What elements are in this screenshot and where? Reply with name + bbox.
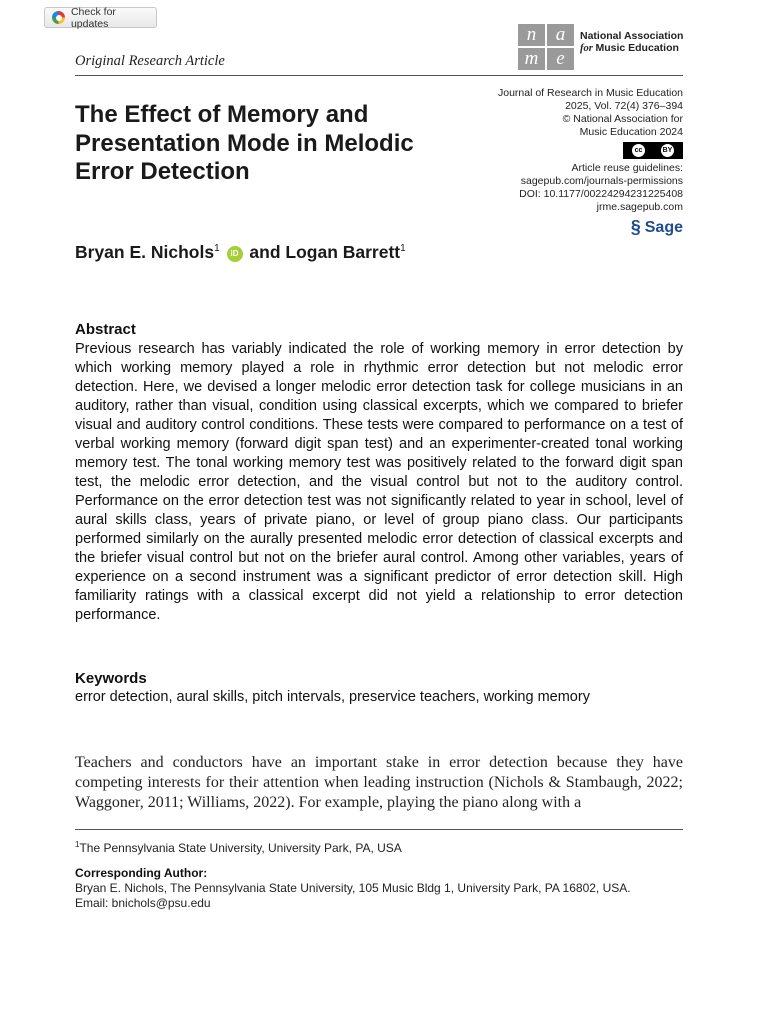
author-affiliation: 1 [400, 243, 406, 255]
keywords-text: error detection, aural skills, pitch intervals, preservice teachers, working memory [75, 689, 590, 705]
intro-paragraph: Teachers and conductors have an important stake in error detection because they have competing interests for their attention when leading instruction (Nichols & Stambaugh, 2022; Waggoner, 2011; Williams, 2022). For example, playing the piano along with a [75, 754, 683, 811]
affiliation-text: The Pennsylvania State University, University Park, PA, USA [79, 841, 402, 855]
author-name: Logan Barrett [285, 242, 401, 262]
abstract-heading: Abstract [75, 321, 136, 338]
article-type: Original Research Article [75, 53, 225, 69]
doi[interactable]: DOI: 10.1177/00224294231225408 [519, 188, 683, 200]
logo-line1: National Association [580, 30, 684, 42]
orcid-icon[interactable]: iD [227, 246, 243, 262]
footnote-rule [75, 829, 683, 830]
logo-letter: n [518, 24, 545, 46]
journal-name: Journal of Research in Music Education [497, 87, 683, 99]
logo-letter: a [547, 24, 574, 46]
journal-site[interactable]: jrme.sagepub.com [596, 201, 683, 213]
author-joiner: and [249, 242, 281, 262]
check-for-updates-button[interactable] [44, 7, 157, 28]
journal-info [463, 87, 683, 139]
check-for-updates-label: Check for updates [70, 5, 116, 30]
corresponding-author-info [75, 881, 695, 911]
by-icon: BY [661, 144, 674, 157]
publisher-name: Sage [644, 218, 683, 236]
journal-copyright: © National Association for Music Education 2024 [562, 113, 683, 138]
logo-line2: Music Education [595, 42, 679, 54]
reuse-info [453, 162, 683, 214]
reuse-link[interactable]: sagepub.com/journals-permissions [520, 175, 683, 187]
journal-volume: 2025, Vol. 72(4) 376–394 [565, 100, 683, 112]
author-affiliation: 1 [214, 243, 220, 255]
article-title: The Effect of Memory and Presentation Mode in Melodic Error Detection [75, 101, 414, 185]
corresponding-author-heading: Corresponding Author: [75, 866, 208, 880]
logo-letter: m [518, 48, 545, 70]
header-rule [75, 75, 683, 76]
cc-by-license-icon[interactable] [623, 142, 683, 159]
corr-email[interactable]: Email: bnichols@psu.edu [75, 896, 211, 910]
logo-line2-prefix: for [580, 43, 596, 54]
affiliation-number: 1 [75, 840, 80, 849]
cc-icon: cc [632, 144, 645, 157]
reuse-label: Article reuse guidelines: [571, 162, 683, 174]
sage-logo [631, 217, 683, 238]
abstract-text: Previous research has variably indicated the role of working memory in error detection by which working memory played a role in rhythmic error detection but not melodic error detection. Here, we devised a longer melodic error detection task for college musicians in an auditory, rather than visual, condition using classical excerpts, which we compared to briefer visual and auditory control conditions. These tests were compared to performance on a test of verbal working memory (forward digit span test) and an experimenter-created tonal working memory test. The tonal working memory test was positively related to the forward digit span test, the melodic error detection, and the visual control but not to the auditory control. Performance on the error detection test was not significantly related to year in school, level of aural skills class, years of private piano, or level of group piano class. Our participants performed similarly on the aurally presented melodic error detection of classical excerpts and the briefer visual control but not on the briefer aural control. Among other variables, years of experience on a second instrument was a significant predictor of error detection skill. High familiarity ratings with a classical excerpt did not yield a relationship to error detection performance. [75, 341, 683, 623]
sage-s-icon: § [630, 217, 641, 237]
author-list [75, 242, 406, 263]
logo-letter: e [547, 48, 574, 70]
corr-address: Bryan E. Nichols, The Pennsylvania State University, 105 Music Bldg 1, University Park, PA 16802, USA. [75, 881, 631, 895]
author-name: Bryan E. Nichols [75, 242, 215, 262]
name-logo [518, 24, 574, 68]
affiliation-footnote [75, 840, 402, 855]
logo-text [580, 30, 683, 55]
crossmark-icon [52, 11, 65, 24]
keywords-heading: Keywords [75, 670, 147, 687]
